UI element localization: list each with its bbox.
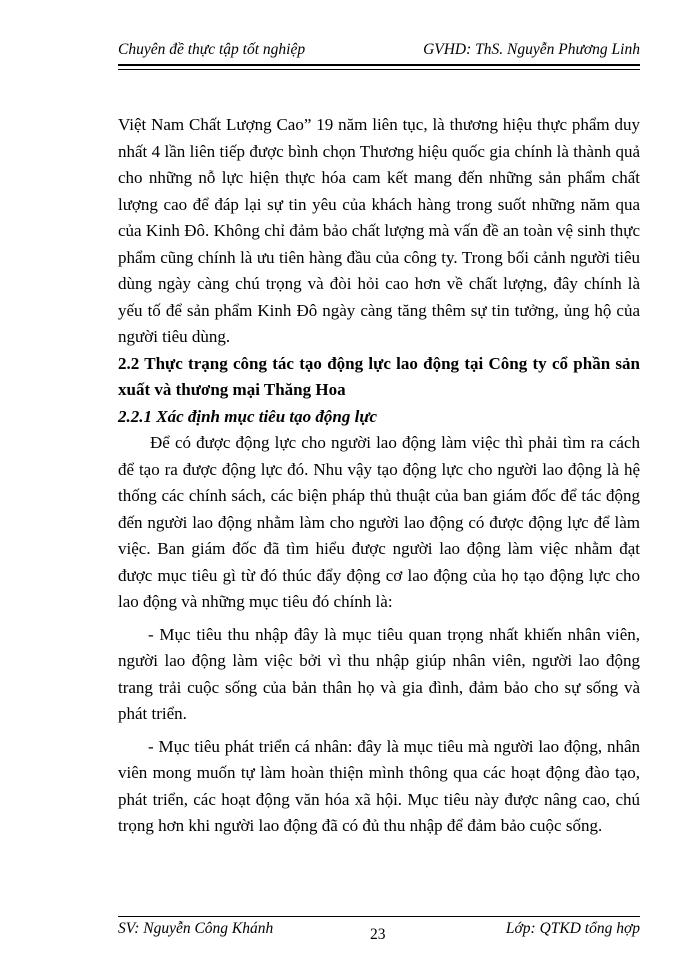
section-heading: 2.2 Thực trạng công tác tạo động lực lao động tại Công ty cổ phần sản xuất và thương mại Thăng Hoa: [118, 353, 640, 399]
page-header: [118, 40, 640, 64]
header-rule-thin: [118, 69, 640, 70]
header-document-title: Chuyên đề thực tập tốt nghiệp: [118, 41, 306, 58]
footer-rule: [118, 916, 640, 917]
subsection-heading: 2.2.1 Xác định mục tiêu tạo động lực: [118, 406, 378, 426]
header-supervisor: GVHD: ThS. Nguyễn Phương Linh: [423, 41, 640, 58]
footer-class: Lớp: QTKD tổng hợp: [505, 920, 640, 937]
page-footer: [118, 919, 640, 943]
list-item: - Mục tiêu phát triển cá nhân: đây là mục tiêu mà người lao động, nhân viên mong muốn tự làm hoàn thiện mình thông qua các hoạt động đào tạo, phát triển, các hoạt động văn hóa xã hội. Mục tiêu này được nâng cao, chú trọng hơn khi người lao động đã có đủ thu nhập để đảm bảo cuộc sống.: [118, 736, 640, 835]
header-rule-thick: [118, 64, 640, 66]
body-paragraph: Để có được động lực cho người lao động làm việc thì phải tìm ra cách để tạo ra được động lực đó. Nhu vậy tạo động lực cho người lao động là hệ thống các chính sách, các biện pháp thủ thuật của ban giám đốc để tác động đến người lao động nhằm làm cho người lao động có được động lực để làm việc. Ban giám đốc đã tìm hiểu được người lao động làm việc nhằm đạt được mục tiêu gì từ đó thúc đẩy động cơ lao động của họ tạo động lực cho lao động và những mục tiêu đó chính là:: [118, 433, 640, 611]
page-number: 23: [370, 926, 386, 943]
footer-student: SV: Nguyễn Công Khánh: [118, 920, 274, 937]
list-item: - Mục tiêu thu nhập đây là mục tiêu quan trọng nhất khiến nhân viên, người lao động làm việc bởi vì thu nhập giúp nhân viên, người lao động trang trải cuộc sống của bản thân họ và gia đình, đảm bảo cho sự sống và phát triển.: [118, 624, 640, 723]
page-body: [118, 112, 640, 840]
body-paragraph: Việt Nam Chất Lượng Cao” 19 năm liên tục, là thương hiệu thực phẩm duy nhất 4 lần liên tiếp được bình chọn Thương hiệu quốc gia chính là thành quả cho những nỗ lực hiện thực hóa cam kết mang đến những sản phẩm chất lượng cao để đáp lại sự tin yêu của khách hàng trong suốt những năm qua của Kinh Đô. Không chỉ đảm bảo chất lượng mà vấn đề an toàn vệ sinh thực phẩm cũng chính là ưu tiên hàng đầu của công ty. Trong bối cảnh người tiêu dùng ngày càng chú trọng và đòi hỏi cao hơn về chất lượng, đây chính là yếu tố để sản phẩm Kinh Đô ngày càng tăng thêm sự tin tưởng, ủng hộ của người tiêu dùng.: [118, 115, 640, 346]
